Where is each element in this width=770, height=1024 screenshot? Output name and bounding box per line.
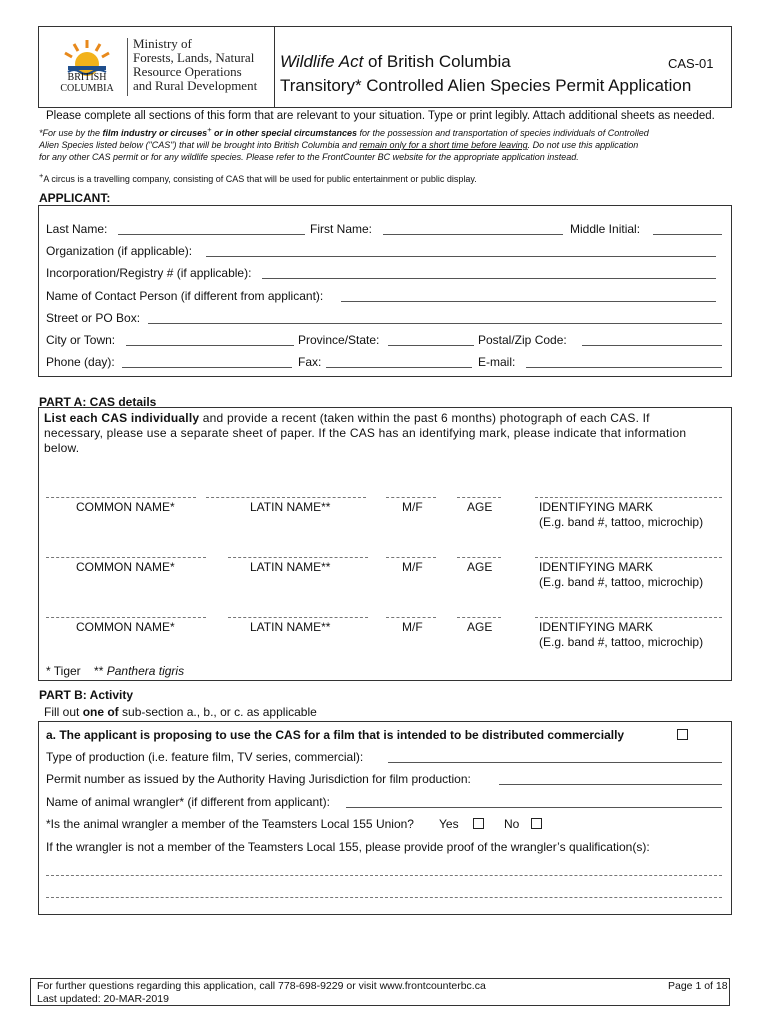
common-name-field[interactable] bbox=[46, 557, 206, 558]
form-title: Transitory* Controlled Alien Species Permit Application bbox=[280, 76, 692, 95]
latin-name-field[interactable] bbox=[206, 497, 366, 498]
postal-field[interactable] bbox=[582, 345, 722, 346]
type-production-field[interactable] bbox=[388, 762, 722, 763]
mark-example: (E.g. band #, tattoo, microchip) bbox=[539, 575, 704, 589]
no-label: No bbox=[504, 817, 520, 831]
age-label: AGE bbox=[467, 560, 493, 574]
part-b-heading: PART B: Activity bbox=[39, 688, 134, 702]
circus-note: +A circus is a travelling company, consisting of CAS that will be used for public entertainment or public display. bbox=[39, 171, 477, 184]
common-name-label: COMMON NAME* bbox=[76, 620, 175, 634]
fax-field[interactable] bbox=[326, 367, 472, 368]
page-number: Page 1 of 18 bbox=[668, 980, 728, 992]
teamsters-question: *Is the animal wrangler a member of the Teamsters Local 155 Union? bbox=[46, 817, 414, 831]
mark-example: (E.g. band #, tattoo, microchip) bbox=[539, 635, 704, 649]
last-name-label: Last Name: bbox=[46, 222, 108, 236]
footer-contact: For further questions regarding this application, call 778-698-9229 or visit www.frontcounterbc.ca bbox=[37, 980, 486, 992]
email-field[interactable] bbox=[526, 367, 722, 368]
contact-label: Name of Contact Person (if different from applicant): bbox=[46, 289, 324, 303]
contact-field[interactable] bbox=[341, 301, 716, 302]
first-name-label: First Name: bbox=[310, 222, 373, 236]
mark-example: (E.g. band #, tattoo, microchip) bbox=[539, 515, 704, 529]
postal-label: Postal/Zip Code: bbox=[478, 333, 567, 347]
yes-label: Yes bbox=[439, 817, 459, 831]
part-b-fill-instructions: Fill out one of sub-section a., b., or c. as applicable bbox=[44, 705, 317, 719]
organization-label: Organization (if applicable): bbox=[46, 244, 193, 258]
species-example: * Tiger ** Panthera tigris bbox=[46, 664, 185, 678]
proof-field-line-2[interactable] bbox=[46, 897, 722, 898]
bc-logo bbox=[52, 36, 122, 100]
wrangler-name-field[interactable] bbox=[346, 807, 722, 808]
incorporation-field[interactable] bbox=[262, 278, 716, 279]
common-name-label: COMMON NAME* bbox=[76, 500, 175, 514]
latin-name-label: LATIN NAME** bbox=[250, 500, 331, 514]
latin-name-label: LATIN NAME** bbox=[250, 560, 331, 574]
proof-field-line-1[interactable] bbox=[46, 875, 722, 876]
latin-name-label: LATIN NAME** bbox=[250, 620, 331, 634]
age-field[interactable] bbox=[457, 617, 501, 618]
sex-field[interactable] bbox=[386, 497, 436, 498]
logo-separator bbox=[127, 38, 128, 96]
latin-name-field[interactable] bbox=[228, 557, 368, 558]
sex-label: M/F bbox=[402, 500, 423, 514]
middle-initial-field[interactable] bbox=[653, 234, 722, 235]
city-field[interactable] bbox=[126, 345, 294, 346]
mark-label: IDENTIFYING MARK bbox=[539, 560, 654, 574]
film-checkbox[interactable] bbox=[677, 729, 688, 740]
sex-label: M/F bbox=[402, 560, 423, 574]
middle-initial-label: Middle Initial: bbox=[570, 222, 641, 236]
street-label: Street or PO Box: bbox=[46, 311, 141, 325]
phone-label: Phone (day): bbox=[46, 355, 115, 369]
sex-label: M/F bbox=[402, 620, 423, 634]
mark-label: IDENTIFYING MARK bbox=[539, 500, 654, 514]
organization-field[interactable] bbox=[206, 256, 716, 257]
age-field[interactable] bbox=[457, 557, 501, 558]
first-name-field[interactable] bbox=[383, 234, 563, 235]
form-code: CAS-01 bbox=[668, 56, 714, 71]
incorporation-label: Incorporation/Registry # (if applicable): bbox=[46, 266, 252, 280]
sex-field[interactable] bbox=[386, 617, 436, 618]
act-title: Wildlife Act of British Columbia bbox=[280, 52, 511, 71]
street-field[interactable] bbox=[148, 323, 722, 324]
header-divider bbox=[274, 26, 275, 108]
city-label: City or Town: bbox=[46, 333, 116, 347]
last-name-field[interactable] bbox=[118, 234, 305, 235]
footer-updated: Last updated: 20-MAR-2019 bbox=[37, 993, 169, 1005]
ministry-name: Ministry of Forests, Lands, Natural Resource Operations and Rural Development bbox=[133, 36, 258, 93]
part-a-instructions: List each CAS individually and provide a recent (taken within the past 6 months) photograph of each CAS. If necessary, please use a separate sheet of paper. If the CAS has an identifying mark, please indicate that information below. bbox=[44, 411, 687, 455]
part-a-heading: PART A: CAS details bbox=[39, 395, 157, 409]
no-checkbox[interactable] bbox=[531, 818, 542, 829]
mark-field[interactable] bbox=[535, 497, 722, 498]
common-name-field[interactable] bbox=[46, 617, 206, 618]
mark-field[interactable] bbox=[535, 557, 722, 558]
sex-field[interactable] bbox=[386, 557, 436, 558]
age-label: AGE bbox=[467, 620, 493, 634]
common-name-field[interactable] bbox=[46, 497, 196, 498]
province-label: Province/State: bbox=[298, 333, 380, 347]
applicant-heading: APPLICANT: bbox=[39, 191, 111, 205]
type-production-label: Type of production (i.e. feature film, TV series, commercial): bbox=[46, 750, 364, 764]
fax-label: Fax: bbox=[298, 355, 322, 369]
yes-checkbox[interactable] bbox=[473, 818, 484, 829]
age-label: AGE bbox=[467, 500, 493, 514]
mark-field[interactable] bbox=[535, 617, 722, 618]
bc-logo-text: BRITISH COLUMBIA bbox=[60, 72, 114, 94]
latin-name-field[interactable] bbox=[228, 617, 368, 618]
mark-label: IDENTIFYING MARK bbox=[539, 620, 654, 634]
common-name-label: COMMON NAME* bbox=[76, 560, 175, 574]
wrangler-name-label: Name of animal wrangler* (if different from applicant): bbox=[46, 795, 330, 809]
permit-number-field[interactable] bbox=[499, 784, 722, 785]
age-field[interactable] bbox=[457, 497, 501, 498]
proof-label: If the wrangler is not a member of the Teamsters Local 155, please provide proof of the wrangler’s qualification(s): bbox=[46, 840, 650, 854]
film-subsection-label: a. The applicant is proposing to use the CAS for a film that is intended to be distributed commercially bbox=[46, 728, 625, 742]
instructions: Please complete all sections of this form that are relevant to your situation. Type or print legibly. Attach additional sheets as needed. bbox=[46, 110, 715, 122]
permit-number-label: Permit number as issued by the Authority Having Jurisdiction for film production: bbox=[46, 772, 471, 786]
usage-footnote: *For use by the film industry or circuses+ or in other special circumstances for the possession and transportation of species individuals of Controlled Alien Species listed below ("CAS") that will be brought into British Columbia and remain only for a short time before leaving. Do not use this application for any other CAS permit or for any wildlife species. Please refer to the FrontCounter BC website for the appropriate application instead. bbox=[39, 125, 649, 162]
email-label: E-mail: bbox=[478, 355, 516, 369]
phone-field[interactable] bbox=[122, 367, 292, 368]
province-field[interactable] bbox=[388, 345, 474, 346]
